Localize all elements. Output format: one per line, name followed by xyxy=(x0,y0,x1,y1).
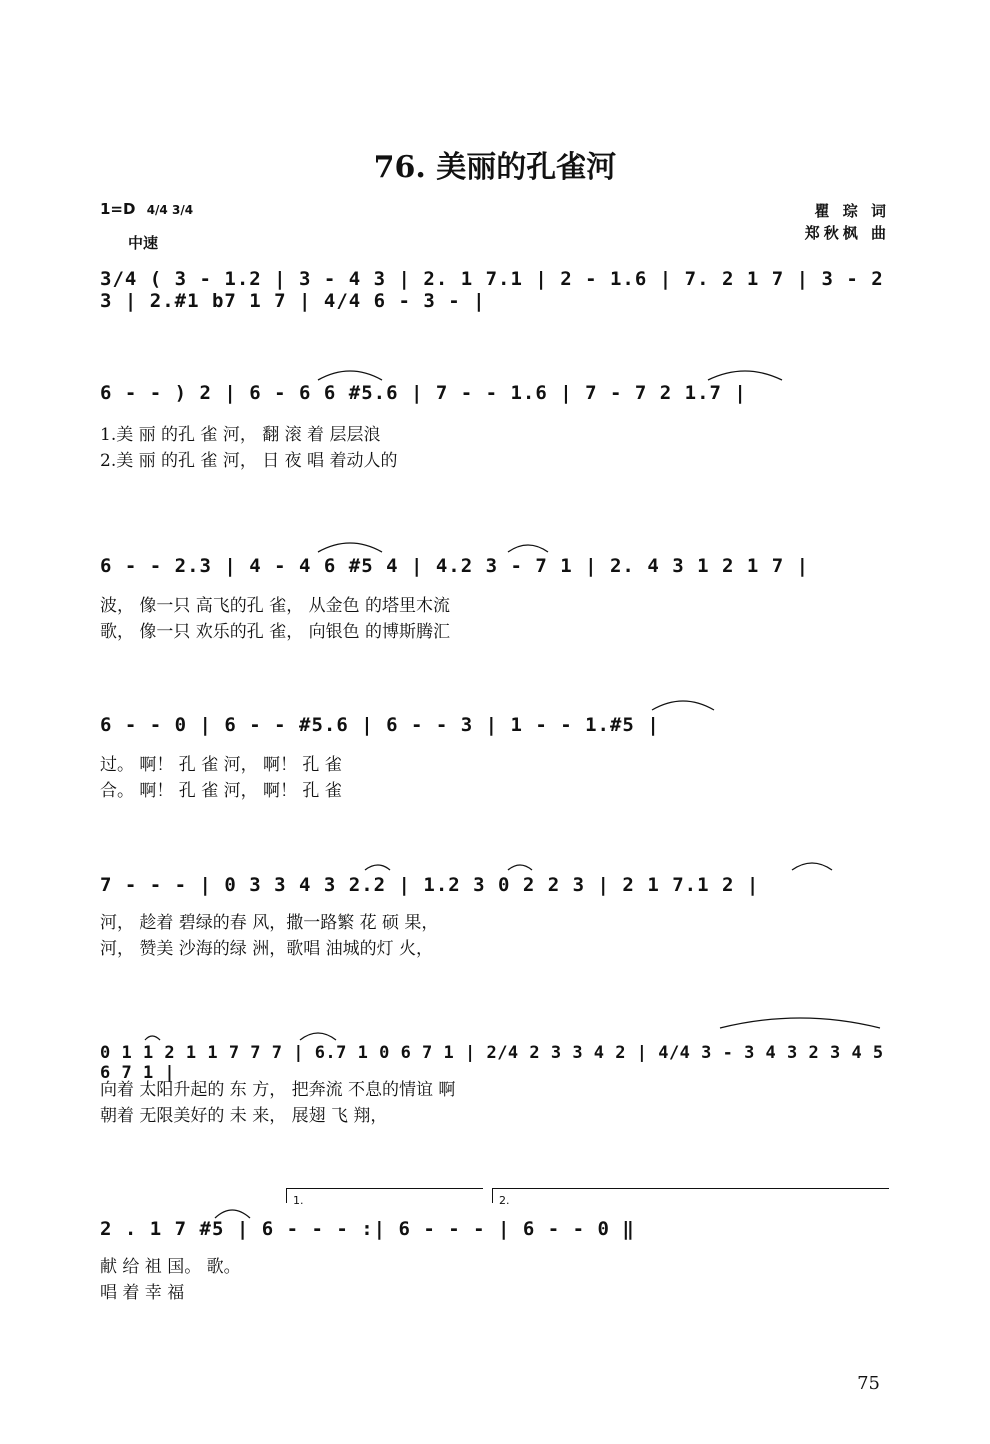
tempo-marking: 中速 xyxy=(128,234,159,252)
volta-label: 1. xyxy=(293,1194,304,1207)
composer-credit: 郑秋枫 曲 xyxy=(804,224,890,242)
lyric-line-1: 波， 像一只 高飞的孔 雀， 从金色 的塔里木流 xyxy=(100,596,451,616)
lyric-line-2: 合。 啊！ 孔 雀 河， 啊！ 孔 雀 xyxy=(100,781,342,801)
key-label: 1=D xyxy=(100,200,136,218)
lyric-line-2: 朝着 无限美好的 未 来， 展翅 飞 翔， xyxy=(100,1106,388,1126)
lyric-line-1: 过。 啊！ 孔 雀 河， 啊！ 孔 雀 xyxy=(100,755,342,775)
lyric-line-2: 歌， 像一只 欢乐的孔 雀， 向银色 的博斯腾汇 xyxy=(100,622,451,642)
slur xyxy=(365,865,390,870)
slur xyxy=(318,371,382,380)
song-title: 76. 美丽的孔雀河 xyxy=(373,150,617,185)
lyric-line-1: 向着 太阳升起的 东 方， 把奔流 不息的情谊 啊 xyxy=(100,1080,456,1100)
slur xyxy=(720,1018,880,1028)
slur xyxy=(508,545,548,552)
lyricist-credit: 瞿 琮 词 xyxy=(814,202,890,220)
notation-line: 3/4 ( 3 - 1.2 | 3 - 4 3 | 2. 1 7.1 | 2 - 1.6 | 7. 2 1 7 | 3 - 2 3 | 2.#1 b7 1 7 | 4/4 6 - 3 - | xyxy=(100,268,884,312)
page-number: 75 xyxy=(857,1373,880,1394)
notation-line: 6 - - ) 2 | 6 - 6 6 #5.6 | 7 - - 1.6 | 7 - 7 2 1.7 | xyxy=(100,382,747,404)
notation-line: 0 1 1 2 1 1 7 7 7 | 6.7 1 0 6 7 1 | 2/4 2 3 3 4 2 | 4/4 3 - 3 4 3 2 3 4 5 6 7 1 | xyxy=(100,1043,884,1083)
notation-line: 7 - - - | 0 3 3 4 3 2.2 | 1.2 3 0 2 2 3 | 2 1 7.1 2 | xyxy=(100,874,760,896)
lyric-line-1: 河， 趁着 碧绿的春 风，撒一路繁 花 硕 果， xyxy=(100,913,439,933)
slur xyxy=(145,1036,160,1040)
volta-label: 2. xyxy=(499,1194,510,1207)
slur xyxy=(792,863,832,870)
lyric-line-1: 献 给 祖 国。 歌。 xyxy=(100,1257,241,1277)
lyric-line-2: 2.美 丽 的孔 雀 河， 日 夜 唱 着动人的 xyxy=(100,451,398,471)
time-signature-label: 4/4 3/4 xyxy=(146,203,194,217)
slur xyxy=(652,701,714,710)
notation-line: 6 - - 0 | 6 - - #5.6 | 6 - - 3 | 1 - - 1.#5 | xyxy=(100,714,660,736)
lyric-line-1: 1.美 丽 的孔 雀 河， 翻 滚 着 层层浪 xyxy=(100,425,381,445)
slur xyxy=(300,1033,336,1040)
lyric-line-2: 唱 着 幸 福 xyxy=(100,1283,185,1303)
notation-line: 6 - - 2.3 | 4 - 4 6 #5 4 | 4.2 3 - 7 1 | 2. 4 3 1 2 1 7 | xyxy=(100,555,810,577)
slur xyxy=(318,543,382,552)
slur xyxy=(708,371,782,380)
lyric-line-2: 河， 赞美 沙海的绿 洲，歌唱 油城的灯 火， xyxy=(100,939,434,959)
slur xyxy=(508,865,532,870)
notation-line: 2 . 1 7 #5 | 6 - - - :| 6 - - - | 6 - - 0 ‖ xyxy=(100,1218,635,1240)
slur xyxy=(215,1210,250,1218)
